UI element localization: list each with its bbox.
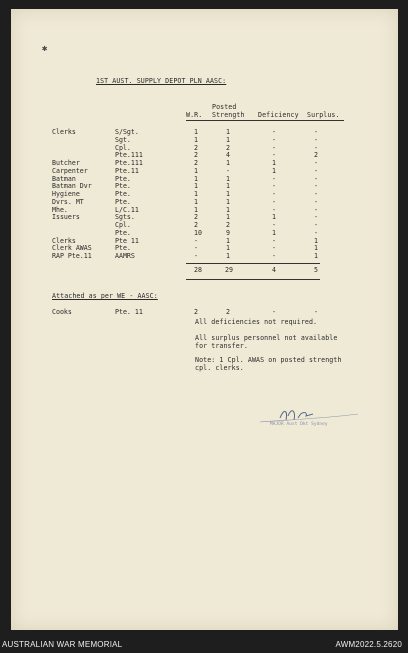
- header-deficiency: Deficiency: [258, 111, 299, 119]
- row-role: Clerk AWAS: [52, 244, 92, 253]
- row-posted: 1: [226, 135, 230, 144]
- row-rank: Pte.: [115, 182, 131, 191]
- row-deficiency: -: [272, 143, 276, 152]
- row-role: Issuers: [52, 213, 80, 222]
- row-posted: 4: [226, 151, 230, 160]
- row-deficiency: -: [272, 252, 276, 260]
- row-posted: 2: [226, 221, 230, 229]
- row-deficiency: -: [272, 128, 276, 136]
- row-deficiency: 1: [272, 159, 276, 167]
- row-posted: 1: [226, 190, 230, 198]
- row-role: Batman: [52, 174, 76, 183]
- row-wr: 1: [194, 174, 198, 183]
- row-surplus: -: [314, 228, 318, 237]
- row-role: Hygiene: [52, 190, 80, 198]
- row-deficiency: 1: [272, 213, 276, 222]
- row-surplus: -: [314, 221, 318, 229]
- row-rank: Pte 11: [115, 236, 139, 245]
- attached-rank: Pte. 11: [115, 308, 143, 316]
- row-deficiency: -: [272, 205, 276, 214]
- row-wr: 1: [194, 128, 198, 136]
- row-posted: 1: [226, 244, 230, 253]
- row-rank: Sgts.: [115, 213, 135, 222]
- row-wr: 1: [194, 197, 198, 206]
- row-role: Butcher: [52, 159, 80, 167]
- row-deficiency: -: [272, 174, 276, 183]
- row-rank: L/C.11: [115, 205, 139, 214]
- row-deficiency: -: [272, 182, 276, 191]
- row-rank: Pte.11: [115, 166, 139, 175]
- header-underline: [186, 120, 344, 121]
- total-deficiency: 4: [272, 266, 276, 274]
- total-surplus: 5: [314, 266, 318, 274]
- row-surplus: 1: [314, 236, 318, 245]
- total-wr: 28: [194, 266, 202, 274]
- row-surplus: -: [314, 182, 318, 191]
- row-posted: -: [226, 166, 230, 175]
- row-rank: Cpl.: [115, 221, 131, 229]
- row-deficiency: -: [272, 236, 276, 245]
- row-wr: 1: [194, 166, 198, 175]
- totals-rule-bottom: [186, 279, 320, 280]
- row-surplus: -: [314, 174, 318, 183]
- row-rank: Sgt.: [115, 135, 131, 144]
- header-strength: Strength: [212, 111, 245, 119]
- attached-wr: 2: [194, 308, 198, 316]
- row-surplus: -: [314, 205, 318, 214]
- row-surplus: -: [314, 135, 318, 144]
- row-posted: 1: [226, 205, 230, 214]
- row-role: Clerks: [52, 236, 76, 245]
- row-rank: Cpl.: [115, 143, 131, 152]
- row-rank: S/Sgt.: [115, 128, 139, 136]
- header-wr: W.R.: [186, 111, 203, 119]
- row-surplus: -: [314, 159, 318, 167]
- row-wr: -: [194, 236, 198, 245]
- note-awas: Note: 1 Cpl. AWAS on posted strength cpl. clerks.: [195, 356, 342, 372]
- row-surplus: -: [314, 213, 318, 222]
- row-surplus: -: [314, 128, 318, 136]
- row-posted: 1: [226, 252, 230, 260]
- row-role: Mhe.: [52, 205, 68, 214]
- row-posted: 1: [226, 128, 230, 136]
- row-wr: 1: [194, 190, 198, 198]
- row-surplus: 1: [314, 252, 318, 260]
- row-wr: 2: [194, 159, 198, 167]
- row-rank: Pte.: [115, 228, 131, 237]
- row-rank: Pte.111: [115, 151, 143, 160]
- row-wr: 1: [194, 182, 198, 191]
- row-posted: 9: [226, 228, 230, 237]
- row-rank: Pte.: [115, 197, 131, 206]
- row-role: Batman Dvr: [52, 182, 92, 191]
- row-wr: -: [194, 244, 198, 253]
- row-posted: 1: [226, 174, 230, 183]
- row-rank: Pte.: [115, 190, 131, 198]
- note-deficiencies: All deficiencies not required.: [195, 318, 318, 326]
- total-posted: 29: [225, 266, 233, 274]
- attached-surplus: -: [314, 308, 318, 316]
- row-wr: 1: [194, 205, 198, 214]
- row-surplus: -: [314, 166, 318, 175]
- row-role: Clerks: [52, 128, 76, 136]
- row-rank: Pte.: [115, 244, 131, 253]
- signature: [258, 400, 368, 440]
- attached-deficiency: -: [272, 308, 276, 316]
- row-posted: 1: [226, 159, 230, 167]
- footer-accession: AWM2022.5.2620: [335, 640, 402, 649]
- row-wr: 2: [194, 151, 198, 160]
- row-surplus: 2: [314, 151, 318, 160]
- row-deficiency: -: [272, 221, 276, 229]
- footer-institution: AUSTRALIAN WAR MEMORIAL: [2, 640, 123, 649]
- row-deficiency: -: [272, 197, 276, 206]
- row-role: RAP Pte.11: [52, 252, 92, 260]
- signature-stamp: MAJOR Aust Dkt Sydney: [270, 422, 328, 427]
- row-wr: 2: [194, 213, 198, 222]
- header-surplus: Surplus.: [307, 111, 340, 119]
- row-deficiency: -: [272, 151, 276, 160]
- row-posted: 2: [226, 143, 230, 152]
- row-wr: 1: [194, 135, 198, 144]
- attached-heading: Attached as per WE - AASC:: [52, 292, 158, 300]
- row-role: Carpenter: [52, 166, 88, 175]
- row-posted: 1: [226, 236, 230, 245]
- row-surplus: -: [314, 197, 318, 206]
- row-surplus: 1: [314, 244, 318, 253]
- row-deficiency: 1: [272, 166, 276, 175]
- row-surplus: -: [314, 190, 318, 198]
- note-surplus: All surplus personnel not available for transfer.: [195, 334, 338, 350]
- row-rank: Pte.111: [115, 159, 143, 167]
- row-role: Dvrs. MT: [52, 197, 84, 206]
- row-posted: 1: [226, 182, 230, 191]
- row-surplus: -: [314, 143, 318, 152]
- document-title: 1ST AUST. SUPPLY DEPOT PLN AASC:: [96, 77, 227, 85]
- attached-role: Cooks: [52, 308, 72, 316]
- row-rank: Pte.: [115, 174, 131, 183]
- totals-rule-top: [186, 263, 320, 264]
- header-posted: Posted: [212, 103, 237, 111]
- row-deficiency: -: [272, 190, 276, 198]
- row-posted: 1: [226, 213, 230, 222]
- row-deficiency: -: [272, 135, 276, 144]
- row-deficiency: -: [272, 244, 276, 253]
- row-wr: 2: [194, 143, 198, 152]
- row-wr: 10: [194, 228, 202, 237]
- row-deficiency: 1: [272, 228, 276, 237]
- row-wr: 2: [194, 221, 198, 229]
- row-wr: -: [194, 252, 198, 260]
- attached-posted: 2: [226, 308, 230, 316]
- row-rank: AAMRS: [115, 252, 135, 260]
- pencil-mark: ✱: [42, 44, 48, 54]
- row-posted: 1: [226, 197, 230, 206]
